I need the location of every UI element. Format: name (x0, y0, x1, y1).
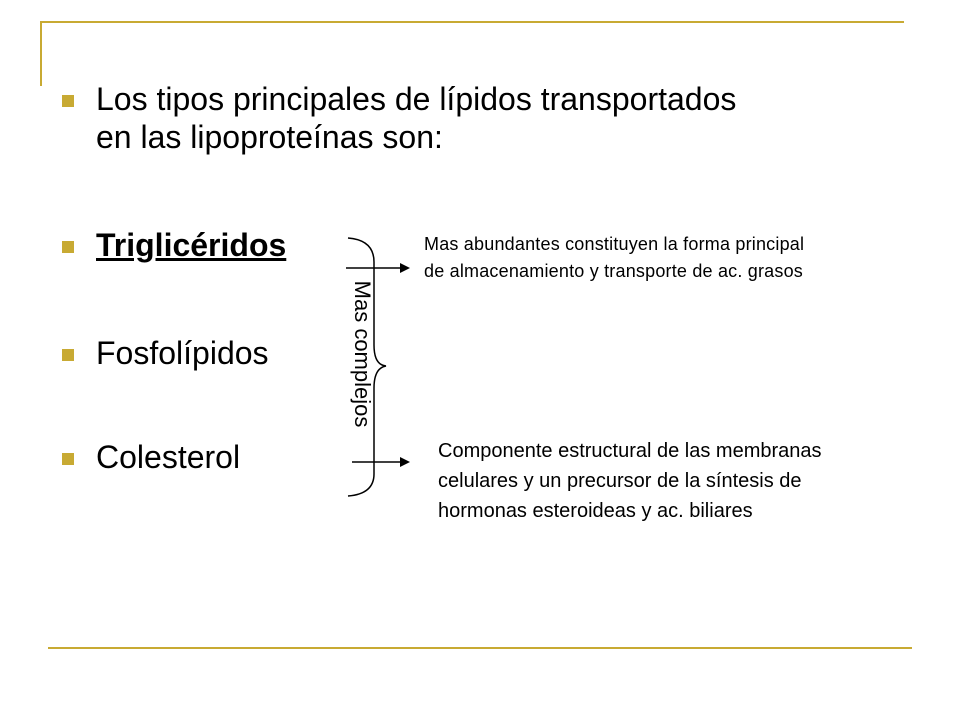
frame-bottom-line (48, 647, 912, 649)
arrowhead-bottom-icon (400, 457, 410, 467)
note-bottom-line-1: Componente estructural de las membranas (438, 440, 822, 462)
arrowhead-top-icon (400, 263, 410, 273)
note-top-line-1: Mas abundantes constituyen la forma principal (424, 234, 805, 254)
note-colesterol (438, 436, 822, 526)
frame-top-line (40, 21, 904, 23)
intro-line-2: en las lipoproteínas son: (96, 119, 443, 155)
vertical-label: Mas complejos (350, 280, 375, 428)
square-bullet-icon (62, 241, 74, 253)
note-top-line-2: de almacenamiento y transporte de ac. grasos (424, 261, 804, 281)
bullet-text-trigliceridos: Triglicéridos (96, 227, 287, 263)
bullet-text-fosfolipidos: Fosfolípidos (96, 335, 269, 371)
square-bullet-icon (62, 453, 74, 465)
square-bullet-icon (62, 95, 74, 107)
square-bullet-icon (62, 349, 74, 361)
bullet-text-colesterol: Colesterol (96, 439, 241, 475)
intro-line-1: Los tipos principales de lípidos transportados (96, 81, 737, 117)
note-bottom-line-3: hormonas esteroideas y ac. biliares (438, 500, 753, 522)
intro-text (96, 80, 736, 156)
note-bottom-line-2: celulares y un precursor de la síntesis de (438, 470, 802, 492)
note-trigliceridos (424, 231, 804, 285)
frame-left-line (40, 21, 42, 86)
